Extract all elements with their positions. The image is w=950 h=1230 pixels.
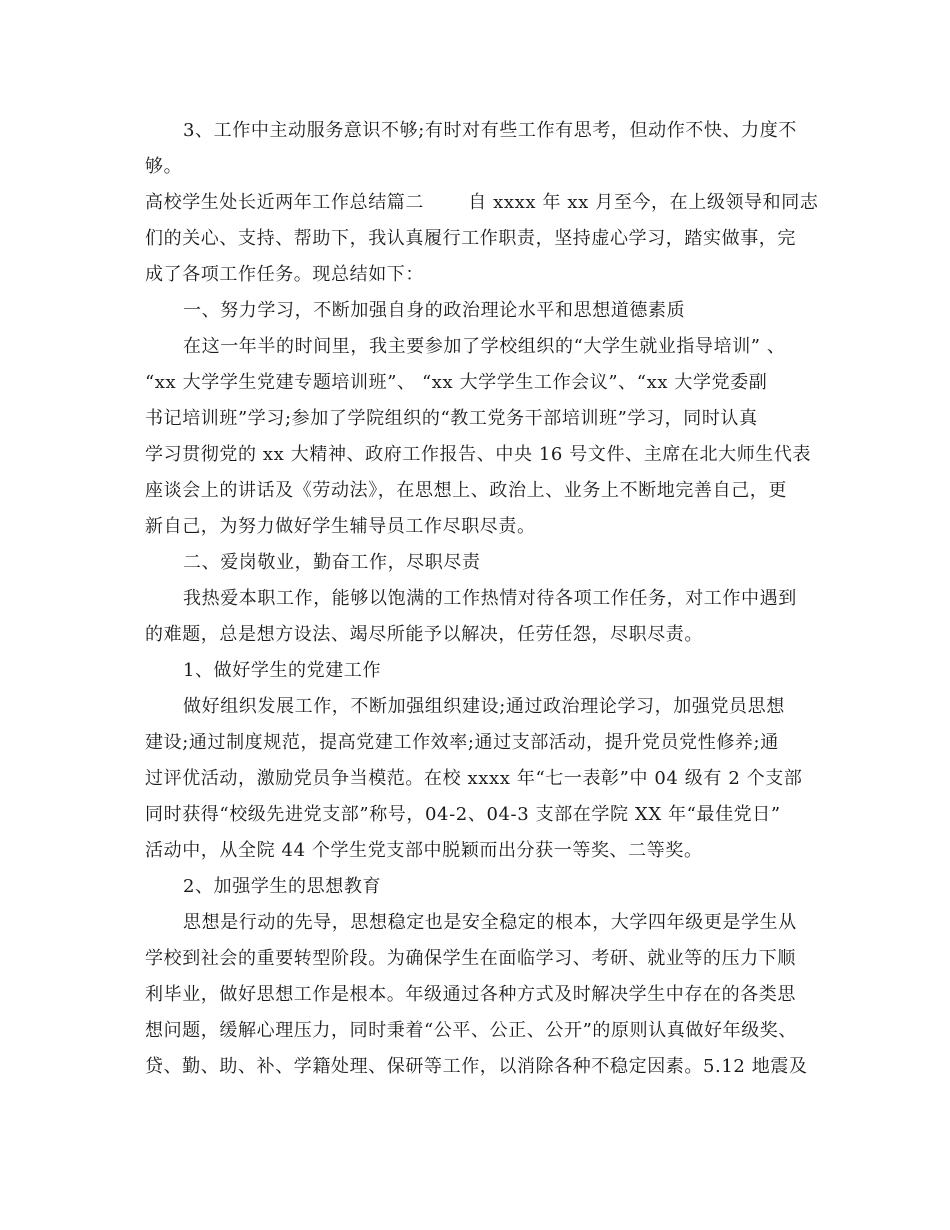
text-line: 的难题，总是想方设法、竭尽所能予以解决，任劳任怨，尽职尽责。: [145, 624, 703, 645]
subsection-heading-line: 2、加强学生的思想教育: [183, 876, 382, 897]
text-line: “xx 大学学生党建专题培训班”、 “xx 大学学生工作会议”、“xx 大学党委副: [145, 372, 768, 393]
text-line: 们的关心、支持、帮助下，我认真履行工作职责，坚持虚心学习，踏实做事，完: [145, 228, 796, 249]
text-line: 思想是行动的先导，思想稳定也是安全稳定的根本，大学四年级更是学生从: [183, 912, 797, 933]
text-line: 建设;通过制度规范，提高党建工作效率;通过支部活动，提升党员党性修养;通: [145, 732, 779, 753]
text-line: 同时获得“校级先进党支部”称号，04-2、04-3 支部在学院 XX 年“最佳党日”: [145, 804, 781, 825]
text-line: 做好组织发展工作，不断加强组织建设;通过政治理论学习，加强党员思想: [183, 696, 785, 717]
text-line: 学习贯彻党的 xx 大精神、政府工作报告、中央 16 号文件、主席在北大师生代表: [145, 444, 812, 465]
text-line: 活动中，从全院 44 个学生党支部中脱颖而出分获一等奖、二等奖。: [145, 840, 703, 861]
text-line: 成了各项工作任务。现总结如下：: [145, 264, 424, 285]
section-heading-line: 高校学生处长近两年工作总结篇二 自 xxxx 年 xx 月至今，在上级领导和同志: [145, 192, 819, 213]
text-line: 贷、勤、助、补、学籍处理、保研等工作，以消除各种不稳定因素。5.12 地震及: [145, 1056, 808, 1077]
text-line: 够。: [145, 156, 183, 177]
text-line: 新自己，为努力做好学生辅导员工作尽职尽责。: [145, 516, 536, 537]
text-line: 书记培训班”学习;参加了学院组织的“教工党务干部培训班”学习，同时认真: [145, 408, 758, 429]
section-heading-line: 二、爱岗敬业，勤奋工作，尽职尽责: [183, 552, 481, 573]
text-line: 利毕业，做好思想工作是根本。年级通过各种方式及时解决学生中存在的各类思: [145, 984, 796, 1005]
subsection-heading-line: 1、做好学生的党建工作: [183, 660, 382, 681]
text-line: 想问题，缓解心理压力，同时秉着“公平、公正、公开”的原则认真做好年级奖、: [145, 1020, 798, 1041]
text-line: 在这一年半的时间里，我主要参加了学校组织的“大学生就业指导培训” 、: [183, 336, 786, 357]
text-line: 座谈会上的讲话及《劳动法》，在思想上、政治上、业务上不断地完善自己，更: [145, 480, 787, 501]
text-line: 3、工作中主动服务意识不够;有时对有些工作有思考，但动作不快、力度不: [183, 120, 797, 141]
text-line: 过评优活动，激励党员争当模范。在校 xxxx 年“七一表彰”中 04 级有 2 个支部: [145, 768, 803, 789]
text-line: 学校到社会的重要转型阶段。为确保学生在面临学习、考研、就业等的压力下顺: [145, 948, 796, 969]
section-heading-line: 一、努力学习，不断加强自身的政治理论水平和思想道德素质: [183, 300, 686, 321]
text-line: 我热爱本职工作，能够以饱满的工作热情对待各项工作任务，对工作中遇到: [183, 588, 797, 609]
